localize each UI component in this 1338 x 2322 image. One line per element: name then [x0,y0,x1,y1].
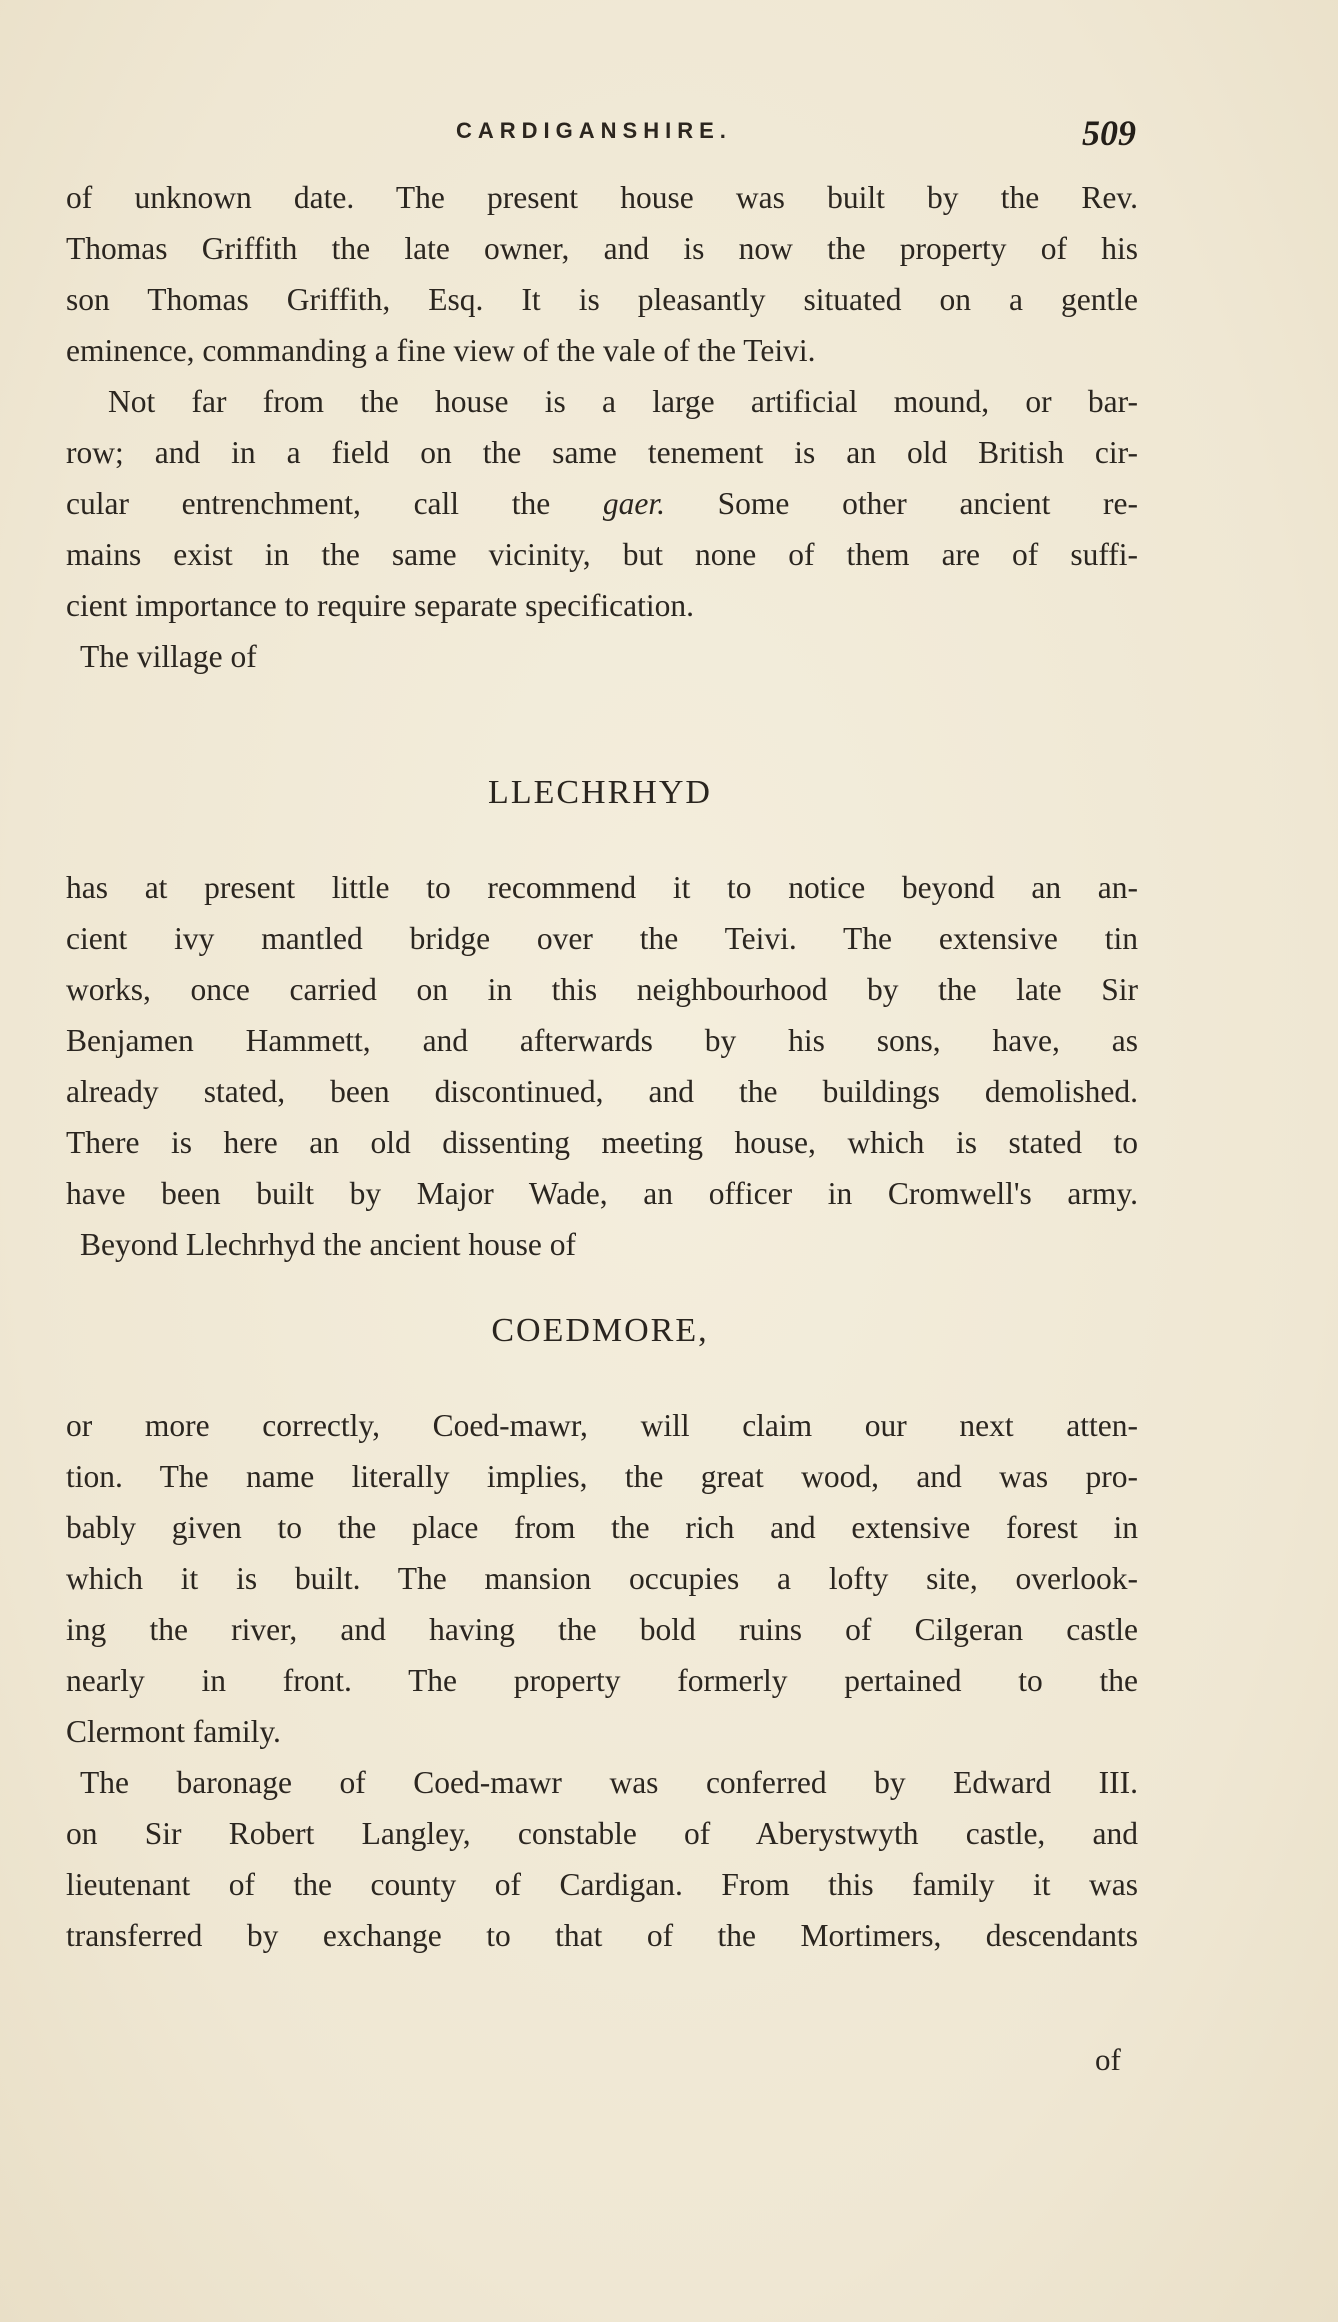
text-line: mains exist in the same vicinity, but none of them are of suffi- [66,537,1138,572]
text-line: eminence, commanding a fine view of the vale of the Teivi. [66,333,816,368]
paragraph-block-1 [66,172,1138,682]
text-line: tion. The name literally implies, the great wood, and was pro- [66,1459,1138,1494]
text-line: already stated, been discontinued, and the buildings demolished. [66,1074,1138,1109]
text-line: or more correctly, Coed-mawr, will claim our next atten- [66,1408,1138,1443]
text-line: son Thomas Griffith, Esq. It is pleasantly situated on a gentle [66,282,1138,317]
catchword: of [1095,2042,1121,2077]
text-line: transferred by exchange to that of the Mortimers, descendants [66,1918,1138,1953]
text-line: ing the river, and having the bold ruins of Cilgeran castle [66,1612,1138,1647]
text-line: Beyond Llechrhyd the ancient house of [80,1227,576,1262]
text-line: cient importance to require separate specification. [66,588,694,623]
italic-term: gaer. [602,486,665,521]
text-line: There is here an old dissenting meeting house, which is stated to [66,1125,1138,1160]
section-heading-coedmore: COEDMORE, [491,1312,709,1349]
text-line: bably given to the place from the rich and extensive forest in [66,1510,1138,1545]
text-line: The baronage of Coed-mawr was conferred by Edward III. [80,1765,1138,1800]
section-heading-llechrhyd: LLECHRHYD [488,774,712,811]
text-line: nearly in front. The property formerly pertained to the [66,1663,1138,1698]
paragraph-block-3 [66,1400,1138,1961]
text-line: Not far from the house is a large artificial mound, or bar- [108,384,1138,419]
page-number: 509 [1082,113,1136,153]
text-line: Thomas Griffith the late owner, and is now the property of his [66,231,1138,266]
text-line: which it is built. The mansion occupies a lofty site, overlook- [66,1561,1138,1596]
text-line: Benjamen Hammett, and afterwards by his sons, have, as [66,1023,1138,1058]
running-head: CARDIGANSHIRE. [456,118,732,143]
text-line: works, once carried on in this neighbourhood by the late Sir [66,972,1138,1007]
text-line: row; and in a field on the same tenement is an old British cir- [66,435,1138,470]
paragraph-block-2 [66,862,1138,1270]
text-line: of unknown date. The present house was built by the Rev. [66,180,1138,215]
text-line: lieutenant of the county of Cardigan. From this family it was [66,1867,1138,1902]
page-header [0,112,1338,152]
text-line: have been built by Major Wade, an officer in Cromwell's army. [66,1176,1138,1211]
text-fragment: Some other ancient re- [717,486,1139,521]
text-line: has at present little to recommend it to notice beyond an an- [66,870,1138,905]
text-line: cient ivy mantled bridge over the Teivi. The extensive tin [66,921,1138,956]
text-line: The village of [80,639,257,674]
text-line [66,478,1138,529]
text-fragment: cular entrenchment, call the [66,486,551,521]
text-line: on Sir Robert Langley, constable of Aberystwyth castle, and [66,1816,1138,1851]
text-line: Clermont family. [66,1714,281,1749]
